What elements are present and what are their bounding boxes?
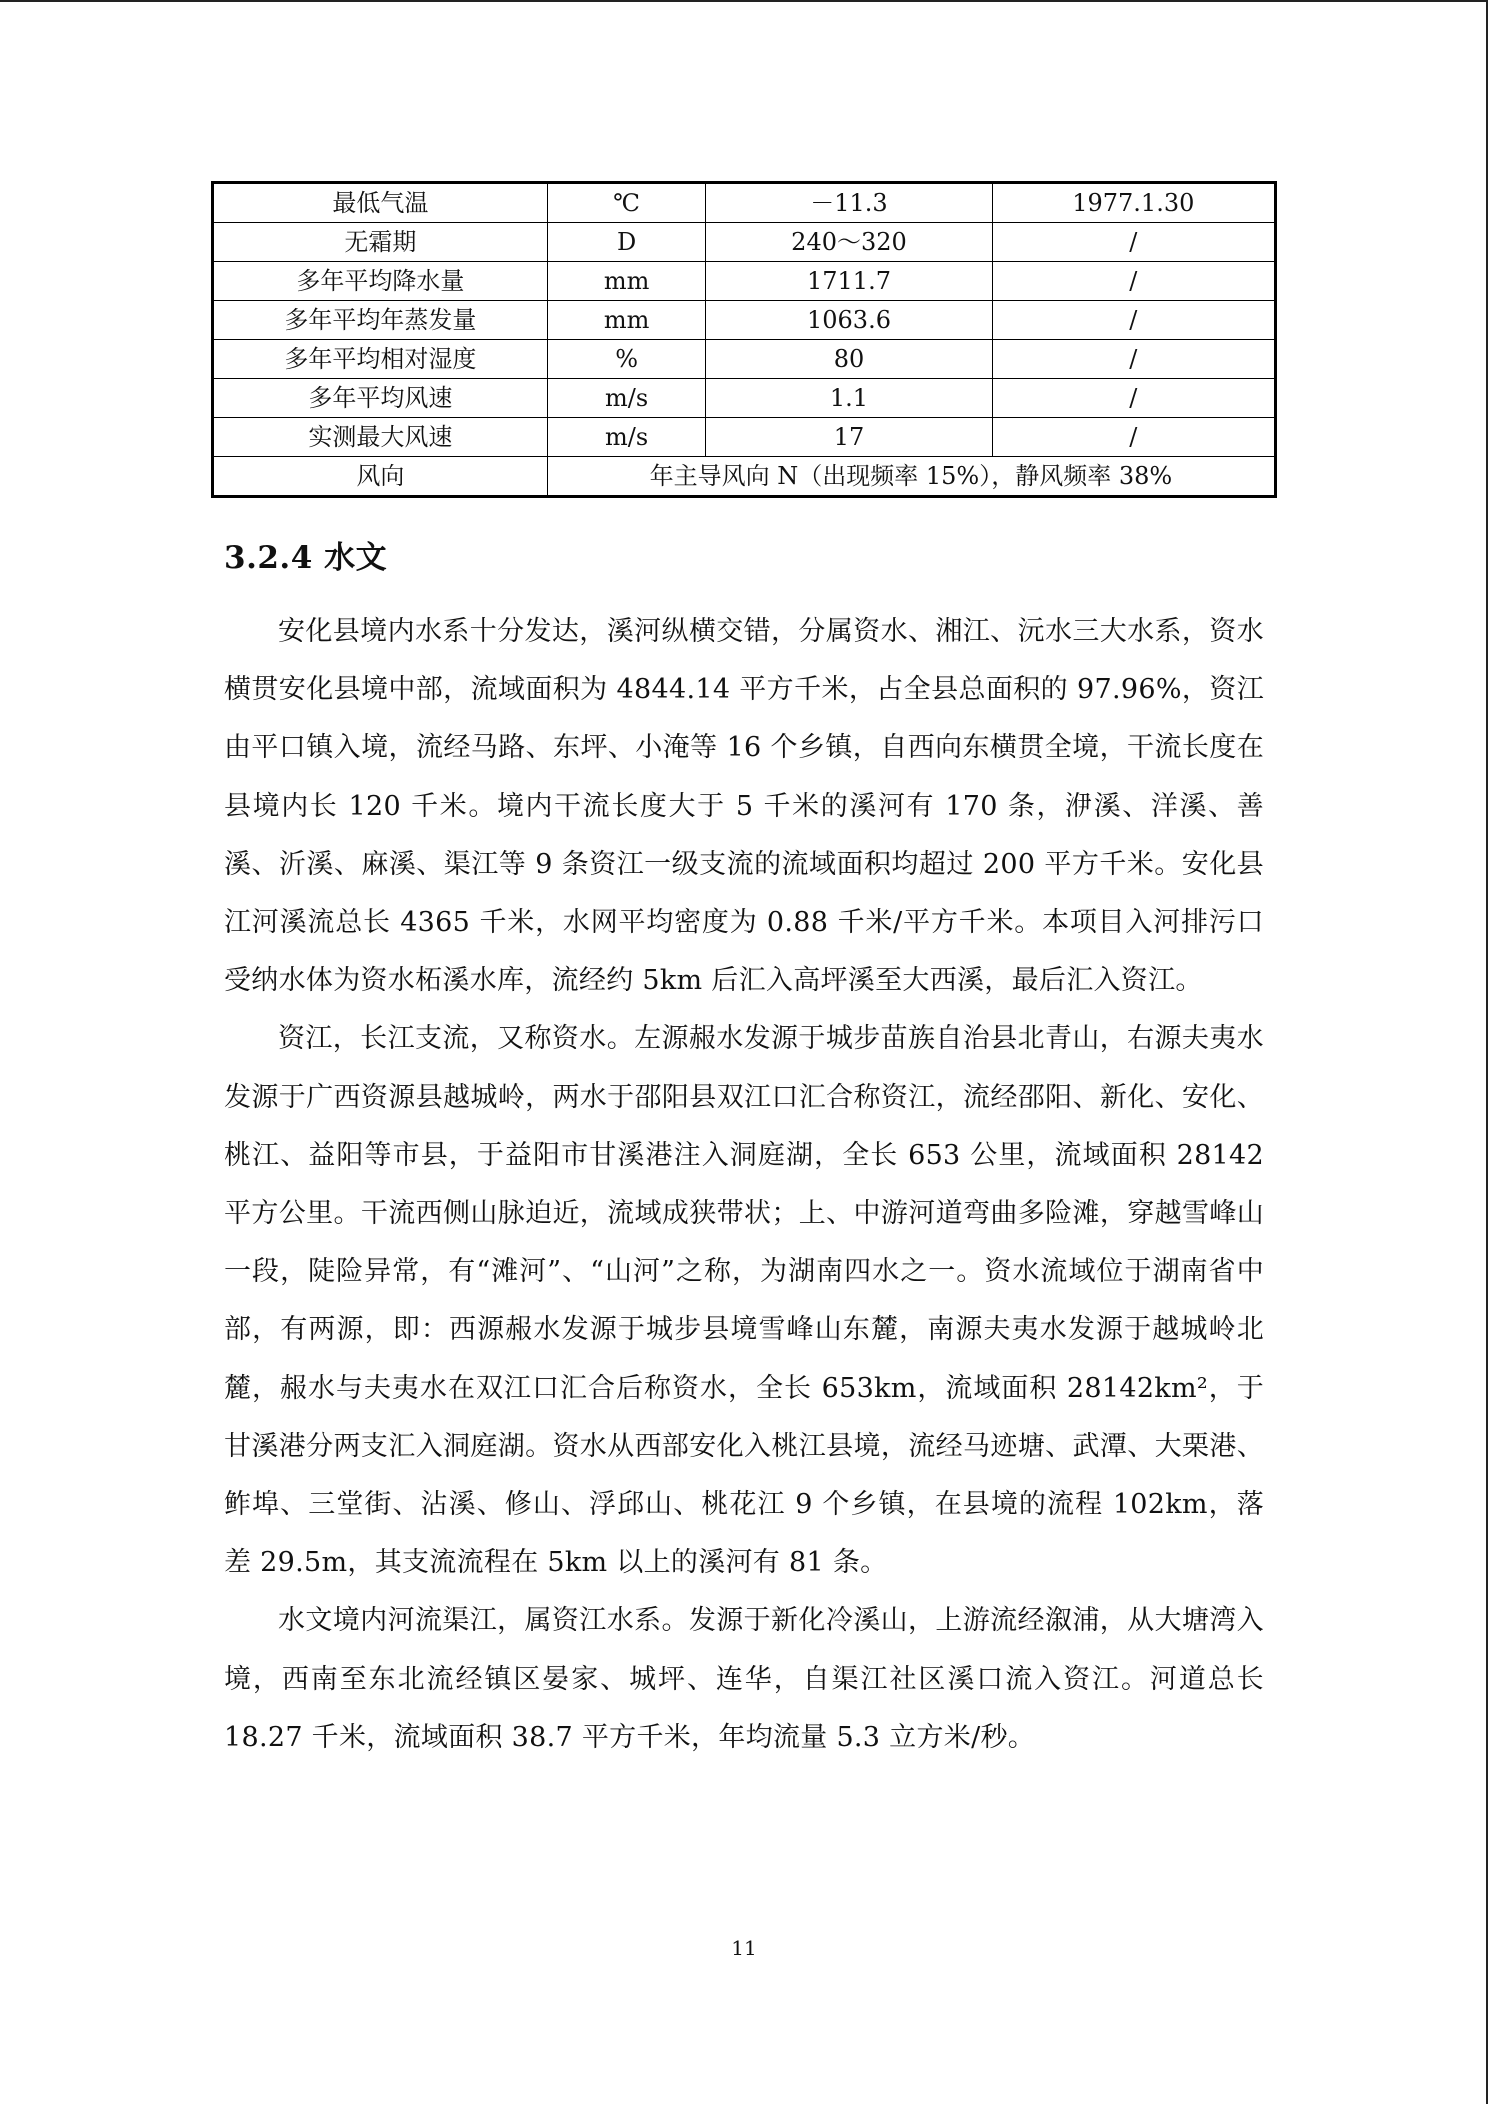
table-row — [213, 340, 1276, 379]
hydrology-text — [224, 603, 1264, 1767]
cell-unit: ℃ — [547, 183, 706, 223]
cell-value: 17 — [706, 418, 992, 457]
cell-item: 多年平均降水量 — [213, 262, 548, 301]
cell-unit: D — [547, 223, 706, 262]
table-row — [213, 183, 1276, 223]
page-top-border — [0, 0, 1488, 2]
cell-unit: m/s — [547, 379, 706, 418]
cell-value: －11.3 — [706, 183, 992, 223]
cell-item: 多年平均年蒸发量 — [213, 301, 548, 340]
cell-value: 240～320 — [706, 223, 992, 262]
table-row — [213, 223, 1276, 262]
cell-item: 风向 — [213, 457, 548, 497]
cell-value: 1711.7 — [706, 262, 992, 301]
cell-date: 1977.1.30 — [992, 183, 1275, 223]
cell-date: / — [992, 379, 1275, 418]
climate-table-body — [213, 183, 1276, 497]
page-number: 11 — [731, 1936, 757, 1960]
table-row-wind — [213, 457, 1276, 497]
climate-table — [211, 181, 1277, 498]
cell-date: / — [992, 262, 1275, 301]
table-row — [213, 418, 1276, 457]
cell-item: 实测最大风速 — [213, 418, 548, 457]
cell-value: 80 — [706, 340, 992, 379]
cell-value: 1063.6 — [706, 301, 992, 340]
cell-date: / — [992, 340, 1275, 379]
paragraph: 水文境内河流渠江，属资江水系。发源于新化冷溪山，上游流经溆浦，从大塘湾入境，西南至东北流经镇区晏家、城坪、连华，自渠江社区溪口流入资江。河道总长 18.27 千米，流域面积 38.7 平方千米，年均流量 5.3 立方米/秒。 — [224, 1605, 1264, 1753]
cell-unit: mm — [547, 262, 706, 301]
cell-unit: m/s — [547, 418, 706, 457]
cell-item: 无霜期 — [213, 223, 548, 262]
cell-item: 最低气温 — [213, 183, 548, 223]
cell-date: / — [992, 418, 1275, 457]
paragraph: 资江，长江支流，又称资水。左源赧水发源于城步苗族自治县北青山，右源夫夷水发源于广西资源县越城岭，两水于邵阳县双江口汇合称资江，流经邵阳、新化、安化、桃江、益阳等市县，于益阳市甘溪港注入洞庭湖，全长 653 公里，流域面积 28142 平方公里。干流西侧山脉迫近，流域成狭带状；上、中游河道弯曲多险滩，穿越雪峰山一段，陡险异常，有“滩河”、“山河”之称，为湖南四水之一。资水流域位于湖南省中部，有两源，即：西源赧水发源于城步县境雪峰山东麓，南源夫夷水发源于越城岭北麓，赧水与夫夷水在双江口汇合后称资水，全长 653km，流域面积 28142km²，于甘溪港分两支汇入洞庭湖。资水从西部安化入桃江县境，流经马迹塘、武潭、大栗港、鲊埠、三堂街、沾溪、修山、浮邱山、桃花江 9 个乡镇，在县境的流程 102km，落差 29.5m，其支流流程在 5km 以上的溪河有 81 条。 — [224, 1023, 1264, 1579]
table-row — [213, 301, 1276, 340]
cell-item: 多年平均风速 — [213, 379, 548, 418]
cell-unit: % — [547, 340, 706, 379]
table-row — [213, 262, 1276, 301]
cell-unit: mm — [547, 301, 706, 340]
table-row — [213, 379, 1276, 418]
cell-date: / — [992, 301, 1275, 340]
paragraph: 安化县境内水系十分发达，溪河纵横交错，分属资水、湘江、沅水三大水系，资水横贯安化县境中部，流域面积为 4844.14 平方千米，占全县总面积的 97.96%，资江由平口镇入境，流经马路、东坪、小淹等 16 个乡镇，自西向东横贯全境，干流长度在县境内长 120 千米。境内干流长度大于 5 千米的溪河有 170 条，洢溪、洋溪、善溪、沂溪、麻溪、渠江等 9 条资江一级支流的流域面积均超过 200 平方千米。安化县江河溪流总长 4365 千米，水网平均密度为 0.88 千米/平方千米。本项目入河排污口受纳水体为资水柘溪水库，流经约 5km 后汇入高坪溪至大西溪，最后汇入资江。 — [224, 616, 1264, 997]
cell-item: 多年平均相对湿度 — [213, 340, 548, 379]
cell-wind-value: 年主导风向 N（出现频率 15%），静风频率 38% — [547, 457, 1275, 497]
cell-date: / — [992, 223, 1275, 262]
section-heading: 3.2.4 水文 — [224, 540, 388, 576]
cell-value: 1.1 — [706, 379, 992, 418]
